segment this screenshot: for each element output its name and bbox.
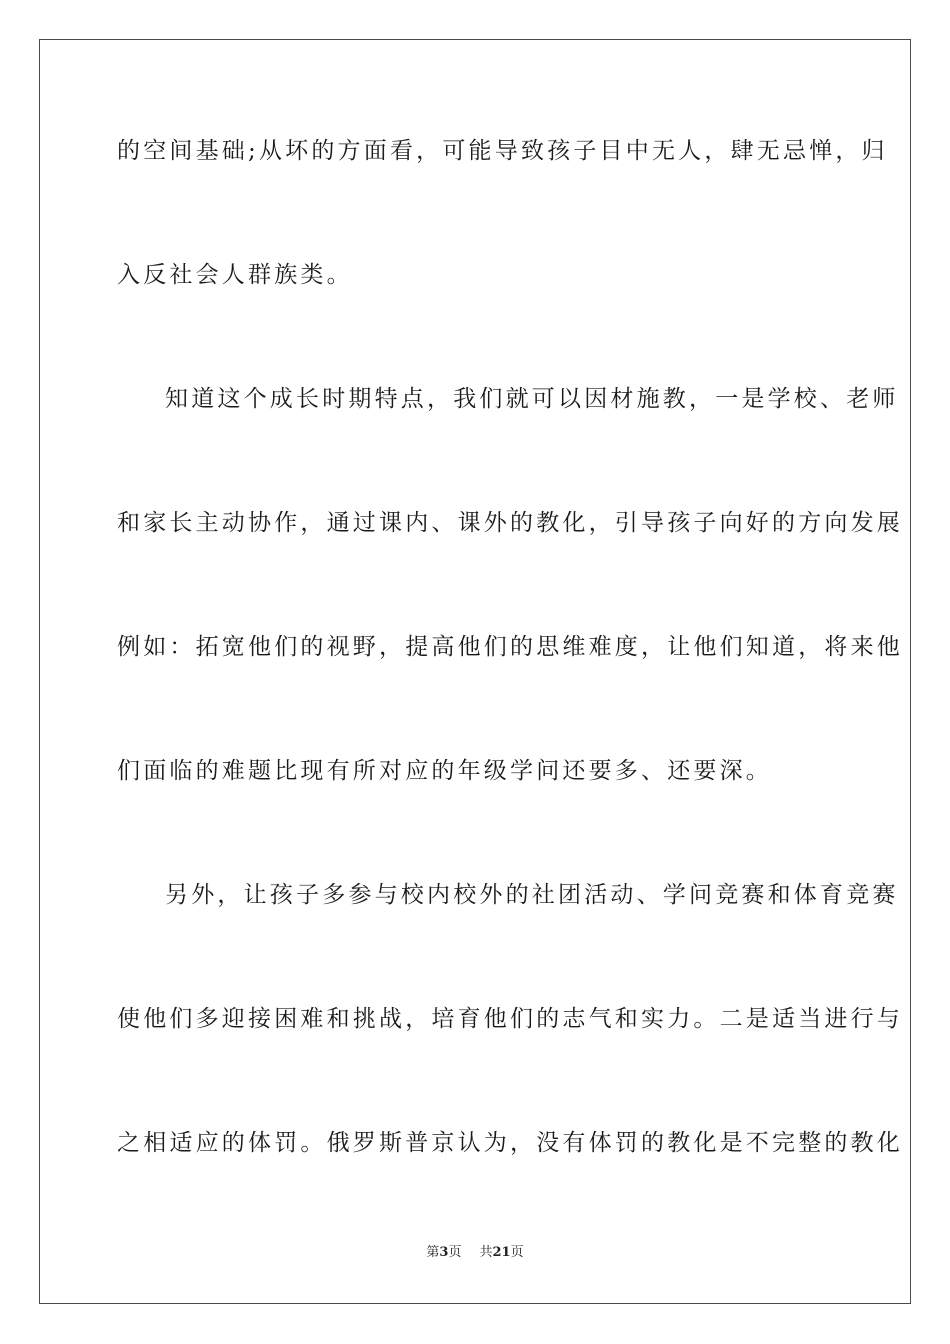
page-footer [0, 1244, 950, 1262]
text-line: 例如：拓宽他们的视野，提高他们的思维难度，让他们知道，将来他 [117, 634, 903, 660]
text-line: 入反社会人群族类。 [117, 262, 353, 288]
page-total: 共21页 [479, 1245, 524, 1260]
paragraph-start-line: 另外，让孩子多参与校内校外的社团活动、学问竞赛和体育竞赛 [165, 882, 899, 908]
text-line: 的空间基础;从坏的方面看，可能导致孩子目中无人，肆无忌惮，归 [117, 138, 888, 164]
text-line: 和家长主动协作，通过课内、课外的教化，引导孩子向好的方向发展 [117, 510, 903, 536]
text-line: 使他们多迎接困难和挑战，培育他们的志气和实力。二是适当进行与 [117, 1006, 903, 1032]
text-line: 之相适应的体罚。俄罗斯普京认为，没有体罚的教化是不完整的教化 [117, 1130, 903, 1156]
page-border [39, 39, 911, 1304]
text-line: 们面临的难题比现有所对应的年级学问还要多、还要深。 [117, 758, 772, 784]
page-number: 第3页 [426, 1245, 462, 1260]
paragraph-start-line: 知道这个成长时期特点，我们就可以因材施教，一是学校、老师 [165, 386, 899, 412]
